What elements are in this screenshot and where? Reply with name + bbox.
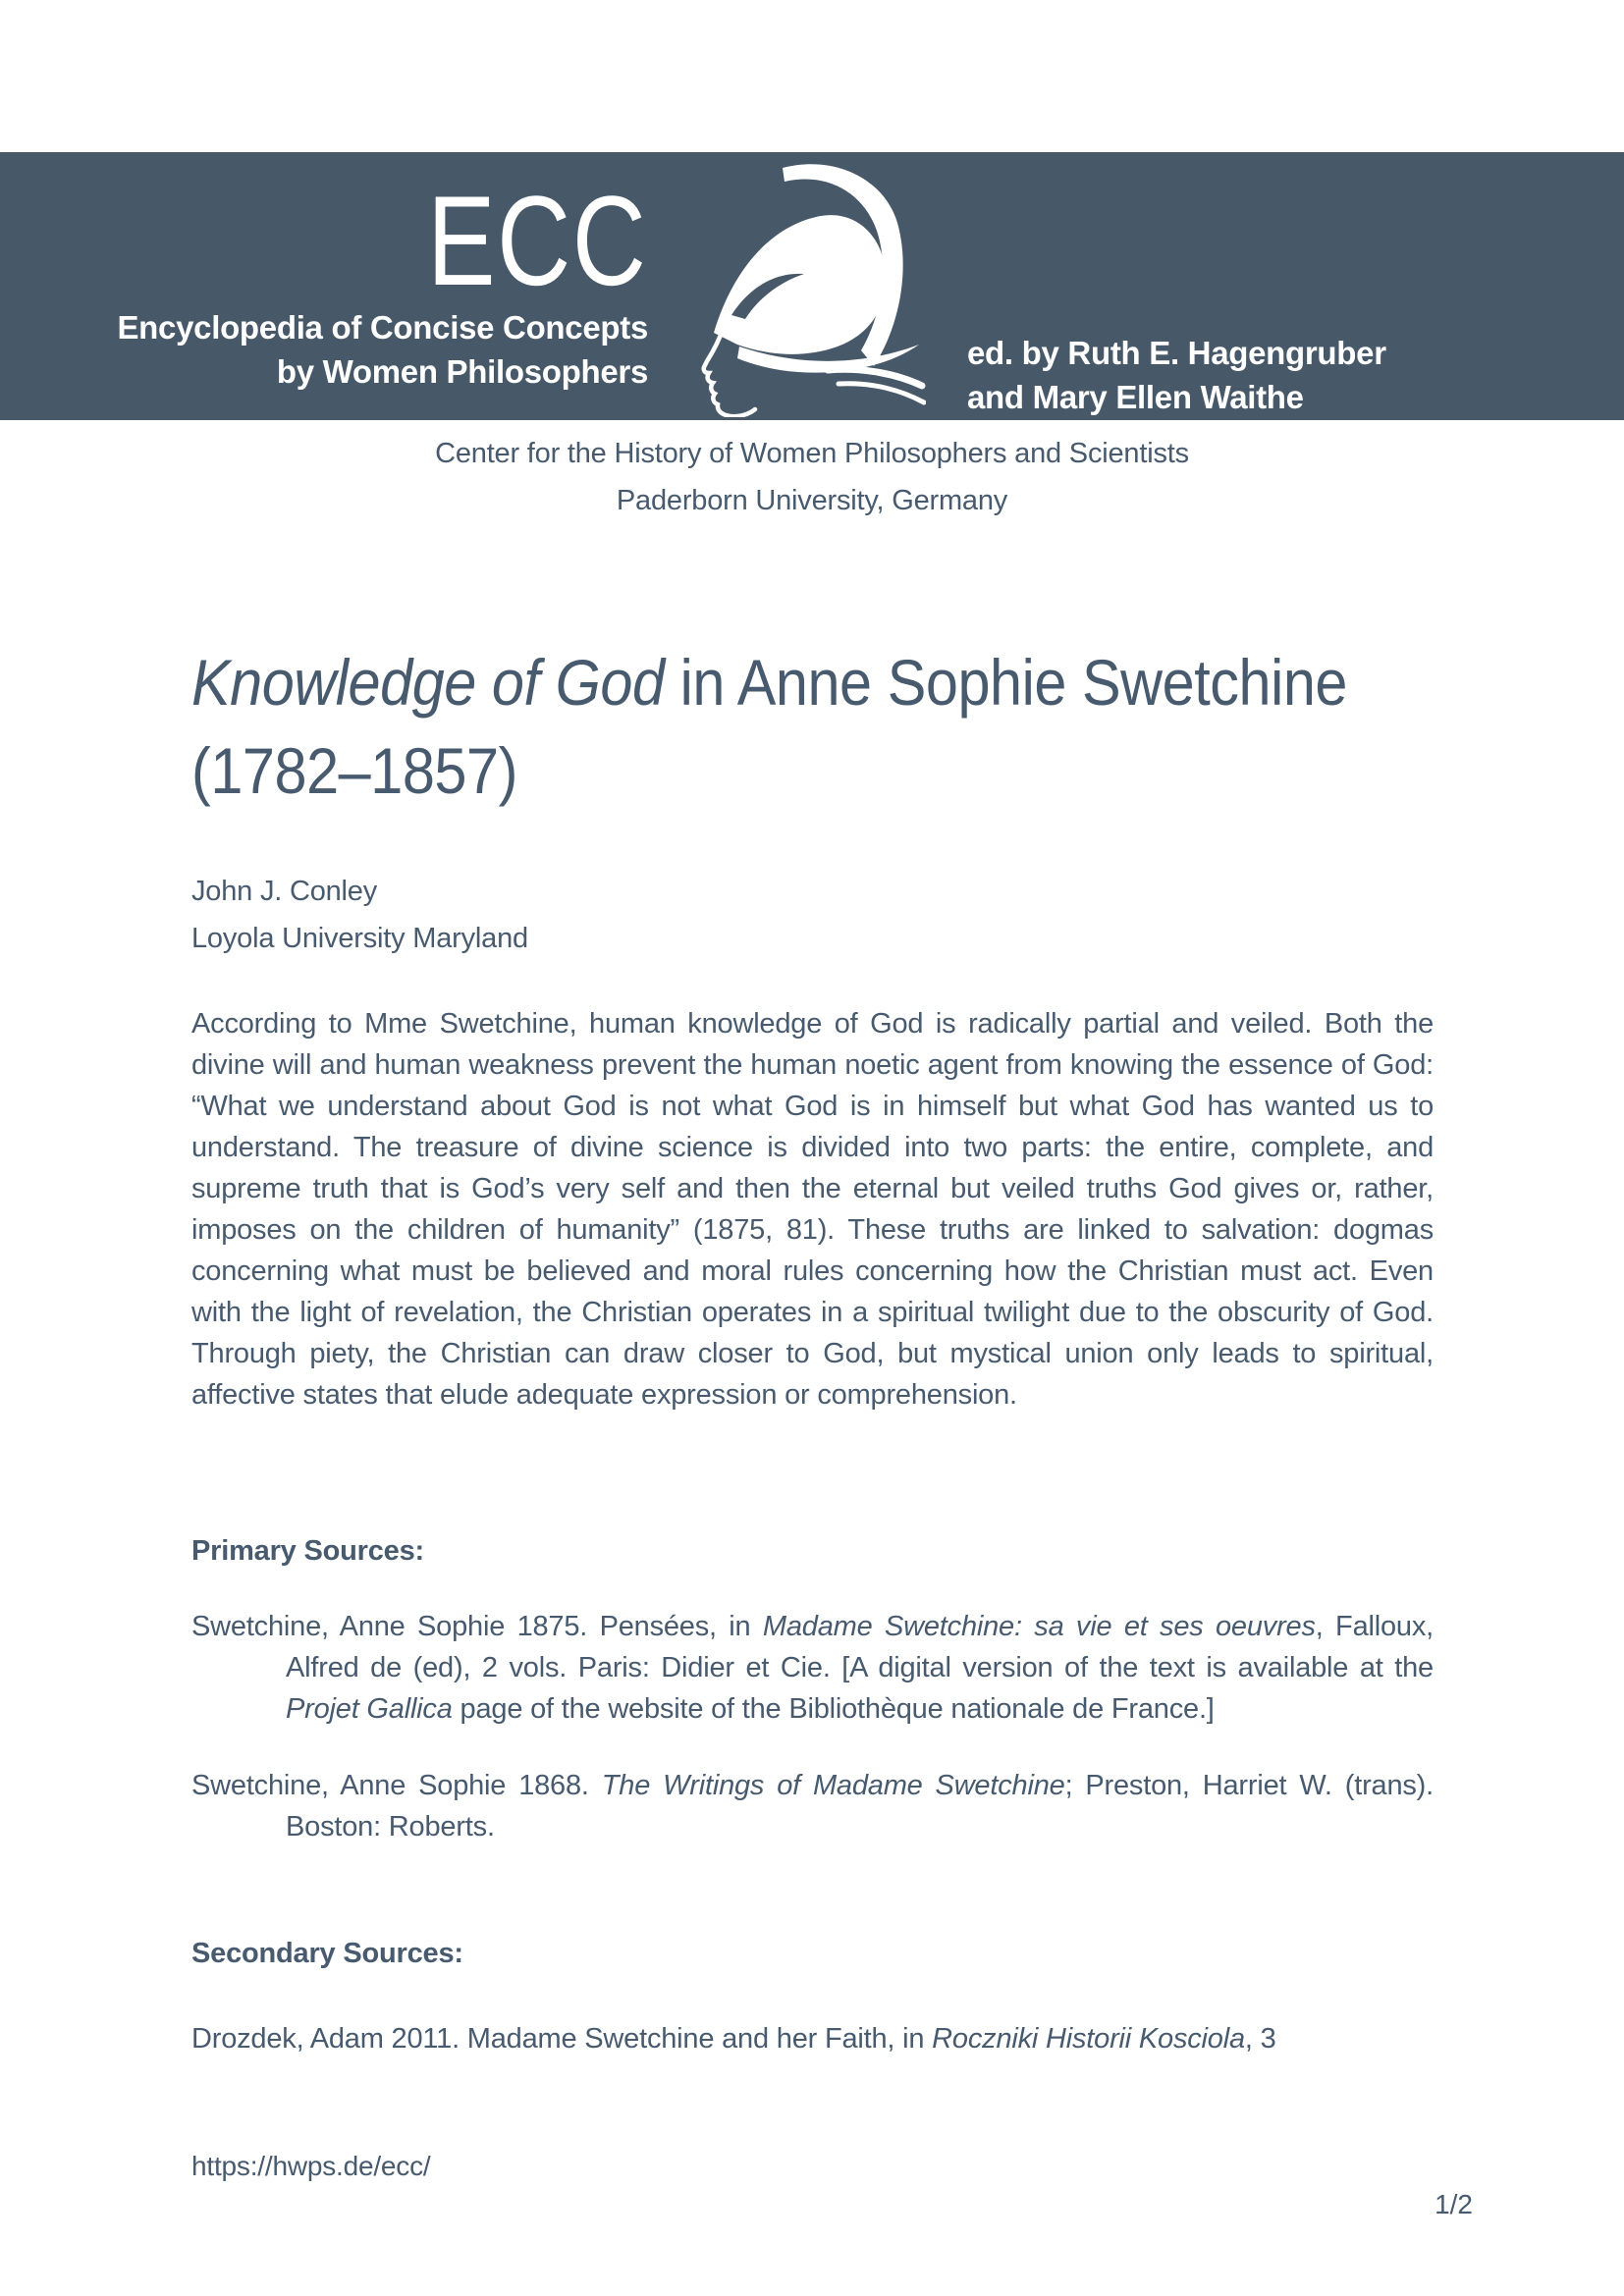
header-band	[0, 152, 1624, 420]
citation: Swetchine, Anne Sophie 1868. The Writings of Madame Swetchine; Preston, Harriet W. (trans). Boston: Roberts.	[191, 1770, 1434, 1842]
editors-line1: ed. by Ruth E. Hagengruber	[967, 335, 1386, 371]
ecc-logo-text: ECC	[427, 169, 648, 312]
secondary-sources-list	[191, 2018, 1434, 2095]
page-number: 1/2	[1435, 2189, 1473, 2219]
author-block	[191, 868, 528, 962]
ecc-subtitle-line1: Encyclopedia of Concise Concepts	[117, 309, 648, 346]
institution-line2: Paderborn University, Germany	[616, 485, 1008, 516]
abstract-paragraph: According to Mme Swetchine, human knowledge of God is radically partial and veiled. Both the divine will and human weakness prevent the human noetic agent from knowing the essence of God: “What we understand about God is not what God is in himself but what God has wanted us to understand. The treasure of divine science is divided into two parts: the entire, complete, and supreme truth that is God’s very self and then the eternal but veiled truths God gives or, rather, imposes on the children of humanity” (1875, 81). These truths are linked to salvation: dogmas concerning what must be believed and moral rules concerning how the Christian must act. Even with the light of revelation, the Christian operates in a spiritual twilight due to the obscurity of God. Through piety, the Christian can draw closer to God, but mystical union only leads to spiritual, affective states that elude adequate expression or comprehension.	[191, 1008, 1434, 1411]
citation: Swetchine, Anne Sophie 1875. Pensées, in Madame Swetchine: sa vie et ses oeuvres, Falloux, Alfred de (ed), 2 vols. Paris: Didier et Cie. [A digital version of the text is available at the Projet Gallica page of the website of the Bibliothèque nationale de France.]	[191, 1611, 1434, 1725]
institution-block	[0, 430, 1624, 524]
ecc-logo-block	[117, 169, 648, 394]
citation: Drozdek, Adam 2011. Madame Swetchine and her Faith, in Roczniki Historii Kosciola, 3	[191, 2023, 1276, 2055]
article-title-line2: (1782–1857)	[191, 734, 517, 807]
ecc-subtitle-line2: by Women Philosophers	[276, 353, 648, 390]
article-title-line1: Knowledge of God in Anne Sophie Swetchine	[191, 646, 1348, 719]
secondary-sources-heading: Secondary Sources:	[191, 1938, 463, 1969]
article-title	[191, 638, 1347, 815]
institution-line1: Center for the History of Women Philosophers and Scientists	[435, 438, 1189, 469]
minerva-head-icon	[680, 158, 926, 417]
footer-url-link[interactable]: https://hwps.de/ecc/	[191, 2151, 431, 2181]
author-affiliation: Loyola University Maryland	[191, 923, 528, 954]
primary-sources-heading: Primary Sources:	[191, 1535, 424, 1567]
author-name: John J. Conley	[191, 876, 378, 907]
editors-block	[967, 331, 1386, 419]
editors-line2: and Mary Ellen Waithe	[967, 379, 1304, 415]
primary-sources-list	[191, 1606, 1434, 1883]
